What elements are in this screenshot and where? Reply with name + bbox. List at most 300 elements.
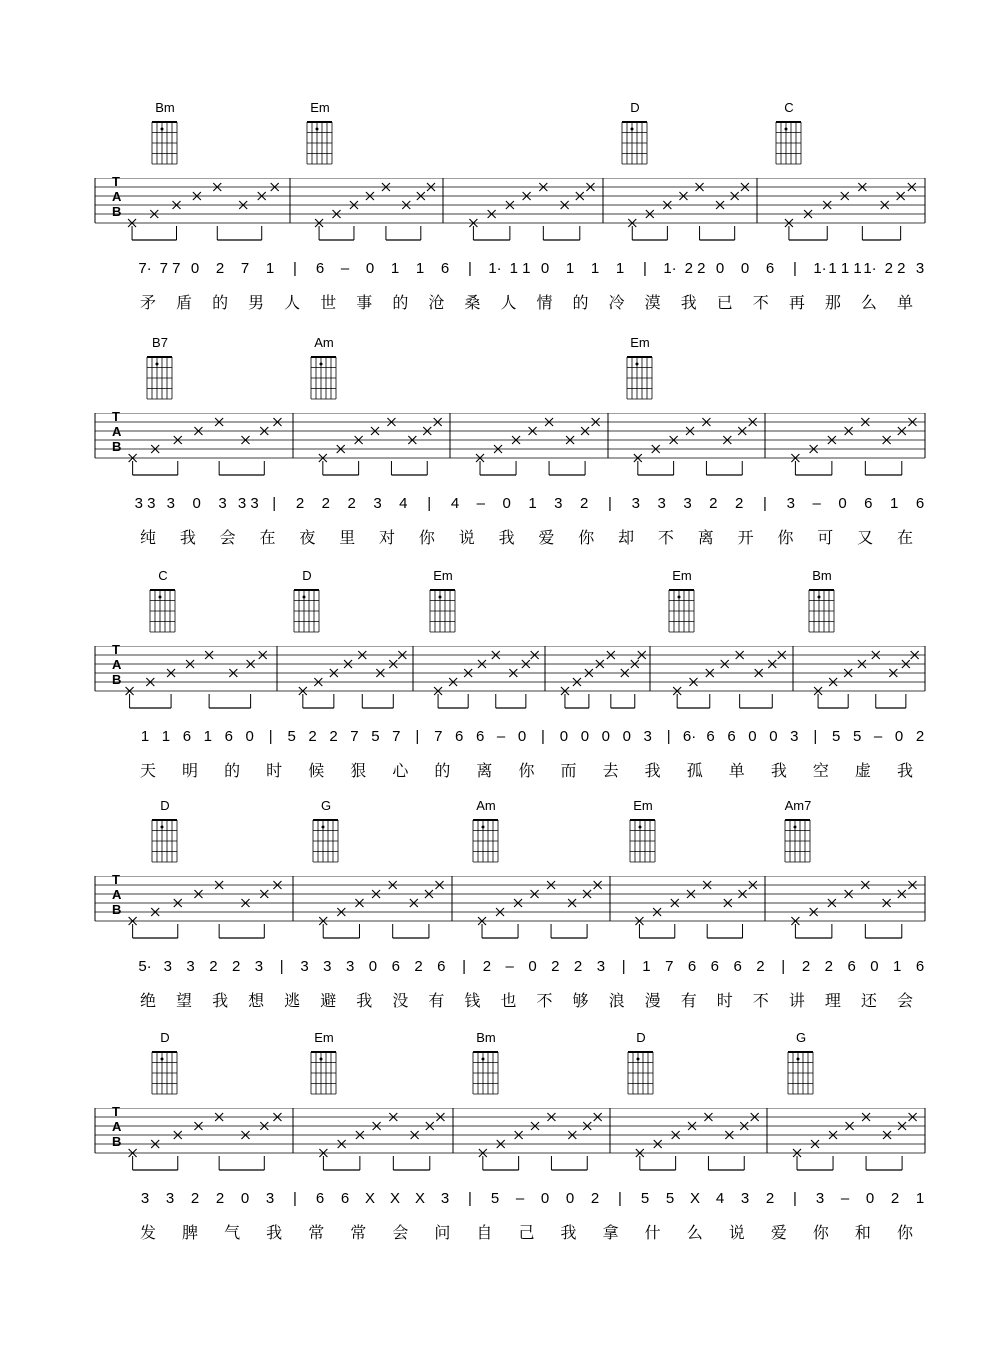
lyric-char: 会: [219, 528, 236, 547]
jianpu-note: 0: [870, 958, 879, 975]
lyric-char: 漠: [644, 293, 661, 312]
jianpu-note: 3: [790, 728, 799, 745]
jianpu-note: 4: [399, 495, 408, 512]
chord-grid-icon: [150, 814, 180, 864]
jianpu-note: 1: [893, 958, 902, 975]
jianpu-note: 6: [455, 728, 464, 745]
lyric-char: 逃: [284, 991, 301, 1010]
chord-name: D: [636, 1030, 646, 1045]
jianpu-note: 6·: [682, 728, 697, 745]
score-system: [0, 335, 1000, 565]
chord-grid-icon: [145, 351, 175, 401]
jianpu-note: 4: [715, 1190, 725, 1207]
jianpu-note: 0: [368, 958, 378, 975]
jianpu-note: 2: [756, 958, 765, 975]
chord-name: G: [320, 798, 332, 813]
jianpu-note: 5: [665, 1190, 675, 1207]
jianpu-note: 0: [769, 728, 778, 745]
chord-name: Bm: [476, 1030, 496, 1045]
lyric-char: 事: [356, 293, 373, 312]
lyric-char: 拿: [602, 1223, 619, 1242]
lyric-char: 不: [752, 293, 769, 312]
jianpu-note: 5: [371, 728, 380, 745]
jianpu-note: 3: [596, 958, 606, 975]
jianpu-note: 3: [186, 958, 195, 975]
jianpu-note: 3: [345, 958, 355, 975]
jianpu-note: 2: [308, 728, 317, 745]
lyric-char: 我: [179, 528, 196, 547]
chord-grid-icon: [626, 1046, 656, 1096]
chord-name: Em: [672, 568, 692, 583]
lyric-line: [0, 525, 1000, 547]
lyric-char: 时: [266, 761, 283, 780]
lyric-char: 的: [392, 293, 409, 312]
chord-diagram: [605, 335, 675, 410]
lyric-char: 爱: [538, 528, 555, 547]
jianpu-note: 7: [392, 728, 401, 745]
jianpu-note: 1: [590, 260, 600, 277]
lyric-char: 情: [536, 293, 553, 312]
jianpu-note: 6: [437, 958, 446, 975]
jianpu-note: 3: [373, 495, 382, 512]
chord-name: D: [160, 798, 170, 813]
lyric-char: 和: [854, 1223, 871, 1242]
jianpu-note: 2: [890, 1190, 900, 1207]
jianpu-note: 2: [232, 958, 241, 975]
chord-diagram: [608, 798, 678, 873]
jianpu-note: 2 2: [884, 260, 906, 277]
lyric-char: 么: [686, 1223, 703, 1242]
lyric-char: 盾: [176, 293, 193, 312]
chord-diagram: [130, 1030, 200, 1105]
jianpu-note: 5: [490, 1190, 500, 1207]
jianpu-note: 3: [740, 1190, 750, 1207]
jianpu-note: –: [496, 728, 506, 745]
jianpu-note: 6: [847, 958, 856, 975]
lyric-char: 明: [182, 761, 199, 780]
lyric-char: 单: [728, 761, 745, 780]
lyric-char: 你: [812, 1223, 829, 1242]
jianpu-note: 2: [709, 495, 718, 512]
lyric-line: [0, 988, 1000, 1010]
lyric-char: 天: [139, 761, 157, 780]
lyric-char: 么: [860, 293, 877, 312]
chord-grid-icon: [148, 584, 178, 634]
lyric-char: 会: [392, 1223, 409, 1242]
lyric-char: 的: [572, 293, 589, 312]
lyric-char: 的: [212, 293, 229, 312]
jianpu-note: 6: [706, 728, 715, 745]
score-system: [0, 568, 1000, 798]
jianpu-note: 5: [287, 728, 296, 745]
jianpu-note: 3 3: [134, 495, 156, 512]
jianpu-note: 7: [434, 728, 443, 745]
jianpu-note: 3: [140, 1190, 150, 1207]
chord-name: D: [302, 568, 312, 583]
measure-bar: |: [813, 728, 818, 745]
jianpu-note: 2: [215, 260, 225, 277]
jianpu-note: 1·: [488, 260, 502, 277]
lyric-char: 再: [788, 293, 805, 312]
jianpu-note: –: [812, 495, 821, 512]
lyric-char: 空: [812, 761, 829, 780]
jianpu-note: –: [476, 495, 485, 512]
jianpu-note: 2: [579, 495, 589, 512]
jianpu-note: 2 2: [684, 260, 706, 277]
chord-diagram: [272, 568, 342, 643]
jianpu-note: 6: [475, 728, 485, 745]
measure-bar: |: [415, 728, 420, 745]
measure-bar: |: [781, 958, 786, 975]
measure-bar: |: [293, 260, 297, 277]
chord-name: D: [630, 100, 640, 115]
lyric-char: 说: [458, 528, 475, 547]
chord-grid-icon: [807, 584, 837, 634]
lyric-char: 候: [308, 761, 325, 780]
lyric-char: 发: [139, 1223, 157, 1242]
lyric-char: 漫: [644, 991, 661, 1010]
jianpu-note: 2: [347, 495, 356, 512]
chord-grid-icon: [305, 116, 335, 166]
chord-diagram: [289, 335, 359, 410]
lyric-char: 我: [680, 293, 697, 312]
chord-diagram: [128, 568, 198, 643]
jianpu-note: 3: [165, 1190, 175, 1207]
jianpu-note: 4: [450, 495, 460, 512]
lyric-line: [0, 758, 1000, 780]
jianpu-note: 3: [166, 495, 175, 512]
chord-diagram: [130, 798, 200, 873]
lyric-char: 我: [266, 1223, 283, 1242]
jianpu-note: 1: [390, 260, 400, 277]
chord-grid-icon: [628, 814, 658, 864]
jianpu-note: 1: [528, 495, 537, 512]
score-system: [0, 798, 1000, 1028]
lyric-char: 浪: [608, 991, 625, 1010]
score-system: [0, 1030, 1000, 1260]
chord-name: Em: [630, 335, 650, 350]
measure-bar: |: [763, 495, 767, 512]
jianpu-note: 1·: [813, 260, 827, 277]
chord-grid-icon: [786, 1046, 816, 1096]
lyric-char: 你: [777, 528, 794, 547]
chord-name: Em: [310, 100, 330, 115]
lyric-char: 单: [896, 293, 914, 312]
jianpu-note: 0: [192, 495, 201, 512]
jianpu-note: –: [840, 1190, 850, 1207]
jianpu-note: 1 1: [509, 260, 531, 277]
measure-bar: |: [793, 1190, 797, 1207]
jianpu-note: 6: [224, 728, 233, 745]
lyric-line: [0, 290, 1000, 312]
chord-diagram: [763, 798, 833, 873]
lyric-char: 脾: [182, 1223, 199, 1242]
jianpu-note: 2: [295, 495, 305, 512]
jianpu-note: 0: [894, 728, 904, 745]
chord-diagram: [408, 568, 478, 643]
measure-bar: |: [462, 958, 467, 975]
jianpu-note: 3: [786, 495, 795, 512]
chord-diagram: [754, 100, 824, 175]
score-system: [0, 100, 1000, 330]
chord-diagram: [291, 798, 361, 873]
jianpu-note: 0: [540, 260, 550, 277]
jianpu-note: 6: [864, 495, 873, 512]
chord-diagram: [130, 100, 200, 175]
jianpu-note: 7: [350, 728, 359, 745]
jianpu-note: 2: [215, 1190, 225, 1207]
lyric-char: 对: [379, 528, 396, 547]
jianpu-note: 6: [915, 495, 925, 512]
jianpu-note: 3: [265, 1190, 275, 1207]
jianpu-note: 1: [265, 260, 275, 277]
tab-clef: T A B: [112, 872, 122, 917]
jianpu-note: 0: [748, 728, 757, 745]
jianpu-note: 0: [740, 260, 750, 277]
lyric-char: 的: [434, 761, 451, 780]
lyric-char: 而: [560, 761, 577, 780]
chord-grid-icon: [471, 814, 501, 864]
chord-name: Em: [433, 568, 453, 583]
jianpu-note: 3: [554, 495, 563, 512]
jianpu-note: 2: [824, 958, 833, 975]
lyric-char: 理: [824, 991, 841, 1010]
jianpu-note: 0: [565, 1190, 575, 1207]
lyric-char: 己: [518, 1223, 535, 1242]
lyric-char: 你: [518, 761, 535, 780]
lyric-char: 沧: [428, 293, 445, 312]
chord-diagram: [451, 1030, 521, 1105]
measure-bar: |: [272, 495, 277, 512]
lyric-char: 离: [697, 528, 714, 547]
lyric-char: 可: [817, 528, 834, 547]
jianpu-note: 1: [161, 728, 171, 745]
jianpu-note: 0: [240, 1190, 250, 1207]
lyric-char: 爱: [770, 1223, 787, 1242]
chord-name: Em: [633, 798, 653, 813]
jianpu-note: 1: [565, 260, 575, 277]
lyric-char: 望: [176, 991, 193, 1010]
lyric-char: 你: [578, 528, 595, 547]
jianpu-note: 0: [601, 728, 610, 745]
tab-clef: T A B: [112, 174, 122, 219]
chord-diagram: [766, 1030, 836, 1105]
jianpu-note: 3: [218, 495, 227, 512]
jianpu-note: 2: [551, 958, 560, 975]
chord-grid-icon: [774, 116, 804, 166]
lyric-char: 的: [224, 761, 241, 780]
chord-name: C: [158, 568, 168, 583]
lyric-char: 你: [418, 528, 435, 547]
lyric-char: 开: [737, 528, 754, 547]
lyric-char: 钱: [464, 991, 481, 1010]
jianpu-note: 2: [734, 495, 744, 512]
jianpu-note: 3: [683, 495, 692, 512]
jianpu-note: 2: [801, 958, 811, 975]
lyric-char: 那: [824, 293, 841, 312]
jianpu-note: 0: [365, 260, 375, 277]
jianpu-note: 7 7: [159, 260, 181, 277]
lyric-char: 不: [536, 991, 553, 1010]
chord-grid-icon: [625, 351, 655, 401]
lyric-char: 绝: [139, 991, 157, 1010]
chord-diagram: [647, 568, 717, 643]
jianpu-note: 5·: [138, 958, 152, 975]
chord-name: Bm: [155, 100, 175, 115]
lyric-char: 什: [644, 1223, 661, 1242]
jianpu-note: 7: [240, 260, 250, 277]
jianpu-note: 1 1 1: [828, 260, 862, 277]
lyric-char: 我: [896, 761, 914, 780]
jianpu-note: 3: [643, 728, 652, 745]
lyric-char: 纯: [139, 528, 157, 547]
tab-clef: T A B: [112, 1104, 122, 1149]
tab-clef: T A B: [112, 409, 122, 454]
lyric-char: 在: [896, 528, 914, 547]
jianpu-note: 2: [329, 728, 338, 745]
jianpu-note: X: [414, 1190, 426, 1207]
chord-grid-icon: [471, 1046, 501, 1096]
lyric-char: 人: [500, 293, 517, 312]
chord-name: Am: [476, 798, 496, 813]
jianpu-note: 5: [832, 728, 841, 745]
measure-bar: |: [268, 728, 273, 745]
jianpu-note: 6: [391, 958, 400, 975]
lyric-char: 世: [320, 293, 337, 312]
jianpu-note: 6: [733, 958, 742, 975]
lyric-char: 人: [284, 293, 301, 312]
jianpu-note: 0: [502, 495, 511, 512]
jianpu-note: 2: [915, 728, 925, 745]
lyric-char: 说: [728, 1223, 745, 1242]
jianpu-note: 6: [182, 728, 192, 745]
measure-bar: |: [468, 1190, 472, 1207]
jianpu-note: 0: [540, 1190, 550, 1207]
measure-bar: |: [293, 1190, 297, 1207]
jianpu-note: 1·: [863, 260, 877, 277]
chord-grid-icon: [667, 584, 697, 634]
chord-grid-icon: [309, 351, 339, 401]
jianpu-note: 0: [559, 728, 569, 745]
lyric-char: 问: [434, 1223, 451, 1242]
jianpu-note: 1: [140, 728, 150, 745]
lyric-char: 我: [356, 991, 373, 1010]
chord-grid-icon: [311, 814, 341, 864]
jianpu-note: 2: [765, 1190, 775, 1207]
lyric-char: 狠: [350, 761, 367, 780]
lyric-char: 却: [618, 528, 635, 547]
chord-grid-icon: [620, 116, 650, 166]
jianpu-note: X: [389, 1190, 401, 1207]
lyric-char: 去: [602, 761, 619, 780]
measure-bar: |: [666, 728, 671, 745]
jianpu-note: 0: [517, 728, 527, 745]
jianpu-note: 2: [190, 1190, 200, 1207]
lyric-char: 没: [392, 991, 409, 1010]
lyric-char: 会: [896, 991, 914, 1010]
jianpu-note: 3: [815, 1190, 825, 1207]
jianpu-note: 1: [889, 495, 899, 512]
measure-bar: |: [621, 958, 626, 975]
lyric-char: 男: [248, 293, 265, 312]
lyric-char: 有: [680, 991, 697, 1010]
jianpu-note: 5: [640, 1190, 650, 1207]
chord-name: Em: [314, 1030, 334, 1045]
jianpu-note: 1: [615, 260, 625, 277]
lyric-char: 常: [308, 1223, 325, 1242]
jianpu-note: 1: [915, 1190, 925, 1207]
chord-diagram: [289, 1030, 359, 1105]
lyric-char: 常: [350, 1223, 367, 1242]
jianpu-note: 0: [580, 728, 590, 745]
jianpu-note: 3: [915, 260, 925, 277]
jianpu-note: 2: [482, 958, 492, 975]
lyric-char: 我: [644, 761, 661, 780]
chord-grid-icon: [150, 116, 180, 166]
jianpu-note: 1: [203, 728, 212, 745]
jianpu-note: 0: [245, 728, 254, 745]
jianpu-note: 7·: [138, 260, 152, 277]
chord-name: Am: [314, 335, 334, 350]
jianpu-note: 0: [622, 728, 631, 745]
tab-clef: T A B: [112, 642, 122, 687]
chord-name: Am7: [784, 798, 812, 813]
chord-grid-icon: [309, 1046, 339, 1096]
jianpu-note: 6: [710, 958, 720, 975]
measure-bar: |: [608, 495, 612, 512]
lyric-char: 夜: [299, 528, 316, 547]
lyric-char: 你: [896, 1223, 914, 1242]
jianpu-note: 6: [727, 728, 736, 745]
jianpu-note: 6: [315, 260, 325, 277]
jianpu-note: 3: [440, 1190, 450, 1207]
jianpu-note: 6: [687, 958, 697, 975]
jianpu-note: 3: [163, 958, 172, 975]
chord-diagram: [451, 798, 521, 873]
lyric-char: 时: [716, 991, 733, 1010]
lyric-char: 我: [498, 528, 515, 547]
lyric-char: 自: [476, 1223, 493, 1242]
chord-grid-icon: [783, 814, 813, 864]
jianpu-note: 1: [415, 260, 425, 277]
jianpu-note: X: [364, 1190, 376, 1207]
jianpu-note: 1: [642, 958, 651, 975]
jianpu-note: 3: [657, 495, 666, 512]
jianpu-note: 6: [340, 1190, 350, 1207]
lyric-char: 离: [476, 761, 493, 780]
jianpu-note: 3: [323, 958, 332, 975]
chord-name: C: [784, 100, 794, 115]
jianpu-note: 7: [665, 958, 674, 975]
measure-bar: |: [541, 728, 545, 745]
jianpu-note: 0: [838, 495, 847, 512]
jianpu-note: 1·: [663, 260, 677, 277]
jianpu-note: 3: [300, 958, 309, 975]
chord-diagram: [787, 568, 857, 643]
lyric-char: 够: [572, 991, 589, 1010]
jianpu-note: 3: [254, 958, 264, 975]
chord-diagram: [285, 100, 355, 175]
jianpu-note: –: [515, 1190, 525, 1207]
lyric-char: 想: [248, 991, 265, 1010]
lyric-char: 避: [320, 991, 337, 1010]
jianpu-note: 6: [915, 958, 925, 975]
chord-name: G: [795, 1030, 807, 1045]
jianpu-note: 6: [440, 260, 450, 277]
jianpu-note: 0: [865, 1190, 875, 1207]
lyric-char: 又: [857, 528, 874, 547]
lyric-line: [0, 1220, 1000, 1242]
